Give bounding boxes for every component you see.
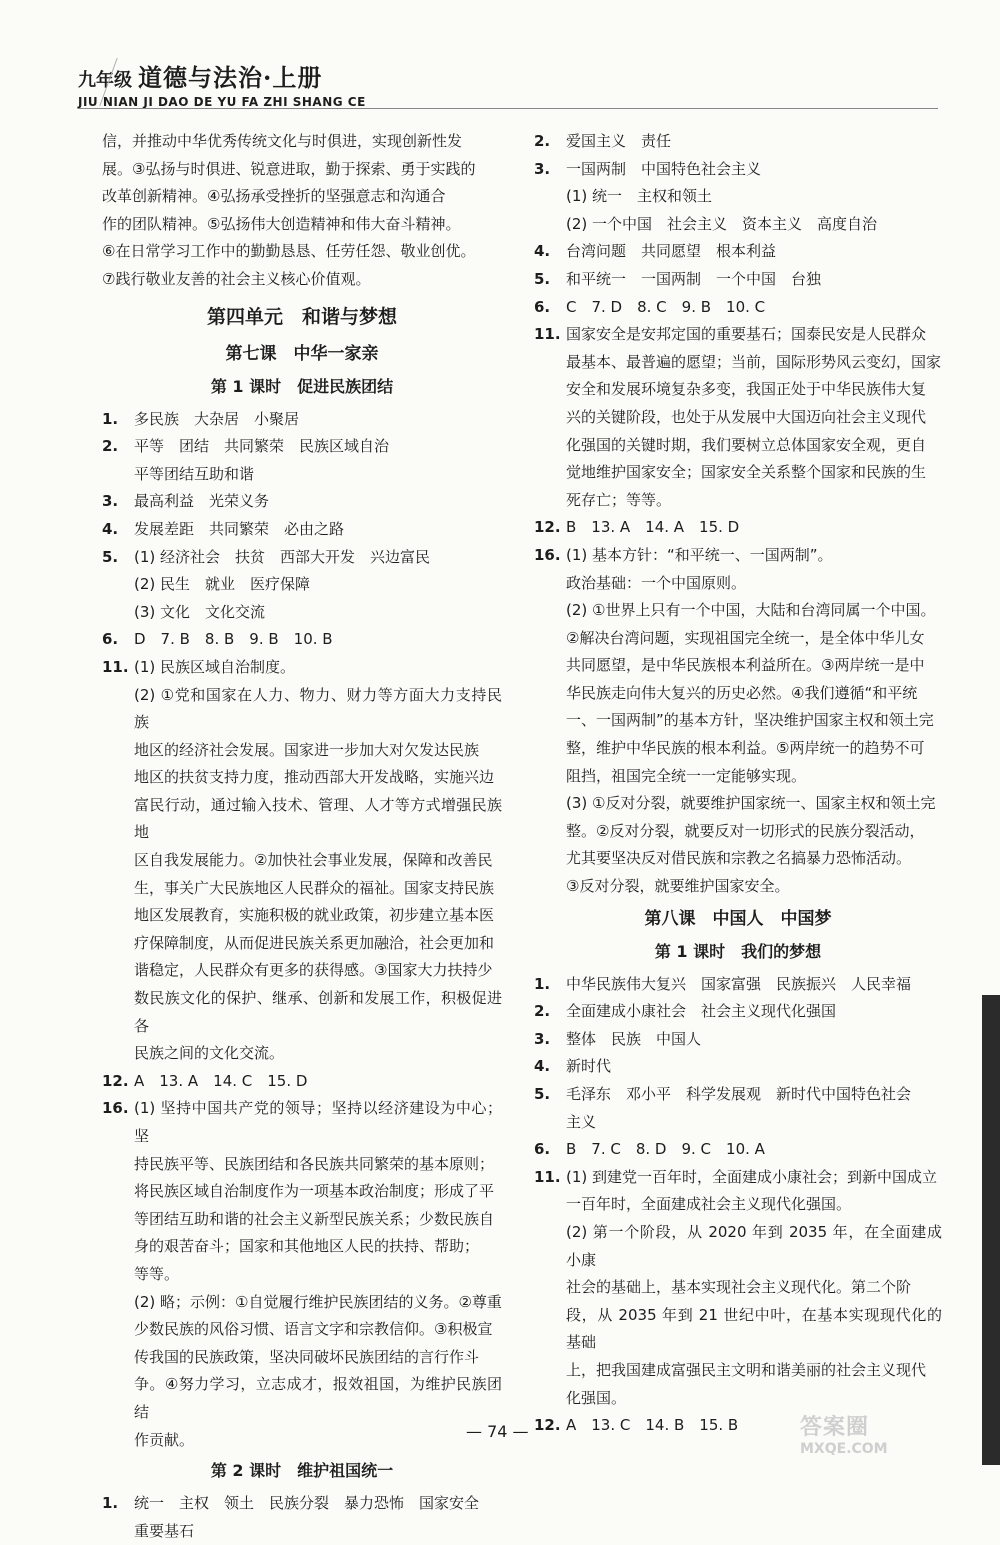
answer-line: 整体 民族 中国人 bbox=[566, 1029, 702, 1048]
page-number: — 74 — bbox=[466, 1422, 529, 1441]
answer-number: 2. bbox=[534, 132, 551, 150]
watermark-url: MXQE.COM bbox=[800, 1441, 888, 1457]
answer-continuation: 疗保障制度，从而促进民族关系更加融洽，社会更加和 bbox=[134, 933, 495, 952]
answer-continuation: 持民族平等、民族团结和各民族共同繁荣的基本原则； bbox=[134, 1154, 495, 1173]
answer-line: 一国两制 中国特色社会主义 bbox=[566, 159, 762, 178]
answer-number: 2. bbox=[534, 1002, 551, 1021]
answer-line: (1) 坚持中国共产党的领导；坚持以经济建设为中心；坚 bbox=[134, 1099, 502, 1145]
answer-continuation: 化强国。 bbox=[566, 1388, 627, 1407]
answer-continuation: (3) 文化 文化交流 bbox=[134, 602, 266, 621]
header-subject: 道德与法治·上册 bbox=[138, 63, 323, 92]
answer-number: 11. bbox=[534, 1167, 561, 1186]
answer-continuation: 华民族走向伟大复兴的历史必然。④我们遵循“和平统 bbox=[566, 683, 918, 702]
answer-line: 多民族 大杂居 小聚居 bbox=[134, 409, 300, 428]
answer-number: 6. bbox=[534, 1140, 551, 1159]
answer-continuation: 整，维护中华民族的根本利益。⑤两岸统一的趋势不可 bbox=[566, 739, 925, 758]
answer-continuation: 社会的基础上，基本实现社会主义现代化。第二个阶 bbox=[566, 1278, 912, 1297]
answer-number: 1. bbox=[534, 974, 551, 993]
answer-text bbox=[566, 514, 942, 542]
answer-line: 统一 主权 领土 民族分裂 暴力恐怖 国家安全 bbox=[134, 1494, 480, 1513]
header-pinyin: JIU NIAN JI DAO DE YU FA ZHI SHANG CE bbox=[78, 95, 366, 109]
answer-continuation: 等等。 bbox=[134, 1264, 180, 1283]
answer-line: (1) 基本方针：“和平统一、一国两制”。 bbox=[566, 545, 833, 564]
answer-text bbox=[134, 433, 502, 461]
answer-item bbox=[534, 1136, 942, 1164]
answer-line: 爱国主义 责任 bbox=[566, 132, 672, 150]
answer-item bbox=[534, 1081, 942, 1109]
watermark-text: 答案圈 bbox=[800, 1415, 870, 1440]
answer-continuation: 最基本、最普遍的愿望；当前，国际形势风云变幻，国家 bbox=[566, 352, 942, 371]
answer-text bbox=[134, 406, 502, 434]
answer-continuation: 区自我发展能力。②加快社会事业发展，保障和改善民 bbox=[134, 851, 493, 870]
answer-number: 1. bbox=[102, 409, 119, 428]
answer-continuation: 谐稳定，人民群众有更多的获得感。③国家大力扶持少 bbox=[134, 961, 493, 980]
answer-continuation: 少数民族的风俗习惯、语言文字和宗教信仰。③积极宣 bbox=[134, 1320, 493, 1339]
answer-item bbox=[534, 1053, 942, 1081]
answer-continuation: 身的艰苦奋斗；国家和其他地区人民的扶持、帮助； bbox=[134, 1237, 480, 1256]
text-line: 改革创新精神。④弘扬承受挫折的坚强意志和沟通合 bbox=[102, 187, 446, 206]
answer-continuation: 民族之间的文化交流。 bbox=[134, 1044, 285, 1063]
text-line: ⑦践行敬业友善的社会主义核心价值观。 bbox=[102, 269, 371, 288]
answer-line: 毛泽东 邓小平 科学发展观 新时代中国特色社会 bbox=[566, 1085, 912, 1103]
answer-continuation: 生，事关广大民族地区人民群众的福祉。国家支持民族 bbox=[134, 878, 495, 897]
answer-item bbox=[102, 654, 502, 682]
answer-number: 4. bbox=[534, 242, 551, 261]
answer-line: A 13. A 14. C 15. D bbox=[134, 1071, 308, 1090]
answer-continuation: 上，把我国建成富强民主文明和谐美丽的社会主义现代 bbox=[566, 1360, 927, 1379]
answer-item bbox=[102, 1490, 502, 1518]
period-two-answers bbox=[102, 1490, 502, 1545]
answer-text bbox=[134, 1068, 502, 1096]
header-title bbox=[78, 58, 938, 93]
answer-line: 台湾问题 共同愿望 根本利益 bbox=[566, 242, 777, 261]
header-rule bbox=[78, 108, 938, 109]
answer-continuation: 觉地维护国家安全；国家安全关系整个国家和民族的生 bbox=[566, 463, 927, 482]
answer-item bbox=[102, 1095, 502, 1150]
answer-continuation: 安全和发展环境复杂多变，我国正处于中华民族伟大复 bbox=[566, 380, 927, 399]
answer-text bbox=[134, 1490, 502, 1518]
answer-number: 3. bbox=[534, 1029, 551, 1048]
answer-text bbox=[566, 1081, 942, 1109]
answer-line: 发展差距 共同繁荣 必由之路 bbox=[134, 519, 345, 538]
left-column bbox=[102, 128, 502, 1545]
answer-line: 国家安全是安邦定国的重要基石；国泰民安是人民群众 bbox=[566, 325, 927, 344]
answer-number: 16. bbox=[534, 545, 561, 564]
answer-text bbox=[566, 321, 942, 349]
answer-number: 3. bbox=[534, 159, 551, 178]
answer-continuation: (2) 略；示例：①自觉履行维护民族团结的义务。②尊重 bbox=[134, 1292, 502, 1311]
lesson-eight-answers bbox=[534, 971, 942, 1440]
answer-item bbox=[534, 1164, 942, 1192]
answer-text bbox=[566, 238, 942, 266]
answer-number: 5. bbox=[534, 1085, 551, 1103]
answer-text bbox=[566, 542, 942, 570]
answer-continuation: 地区发展教育，实施积极的就业政策，初步建立基本医 bbox=[134, 906, 495, 925]
answer-continuation: 数民族文化的保护、继承、创新和发展工作，积极促进各 bbox=[134, 989, 502, 1035]
answer-line: B 13. A 14. A 15. D bbox=[566, 518, 740, 537]
answer-item bbox=[534, 1026, 942, 1054]
answer-item bbox=[534, 266, 942, 294]
answer-number: 11. bbox=[534, 325, 561, 344]
answer-item bbox=[534, 321, 942, 349]
answer-continuation: (1) 统一 主权和领土 bbox=[566, 187, 713, 206]
answer-continuation: (2) 一个中国 社会主义 资本主义 高度自治 bbox=[566, 214, 878, 233]
answer-line: (1) 民族区域自治制度。 bbox=[134, 657, 296, 676]
answer-continuation: (2) 民生 就业 医疗保障 bbox=[134, 575, 311, 594]
answer-continuation: 重要基石 bbox=[134, 1521, 195, 1540]
answer-text bbox=[566, 1026, 942, 1054]
answer-continuation: 地区的经济社会发展。国家进一步加大对欠发达民族 bbox=[134, 740, 480, 759]
answer-line: D 7. B 8. B 9. B 10. B bbox=[134, 630, 333, 649]
answer-line: 新时代 bbox=[566, 1057, 612, 1076]
answer-item bbox=[102, 544, 502, 572]
text-line: 信，并推动中华优秀传统文化与时俱进，实现创新性发 bbox=[102, 132, 463, 150]
period-one-answers bbox=[102, 406, 502, 1455]
answer-continuation: (2) 第一个阶段，从 2020 年到 2035 年，在全面建成小康 bbox=[566, 1222, 942, 1269]
answer-number: 2. bbox=[102, 437, 119, 456]
answer-item bbox=[534, 294, 942, 322]
answer-text bbox=[134, 488, 502, 516]
period-one-title: 第 1 课时 促进民族团结 bbox=[210, 376, 394, 396]
answer-text bbox=[134, 654, 502, 682]
answer-line: (1) 经济社会 扶贫 西部大开发 兴边富民 bbox=[134, 547, 431, 566]
answer-number: 5. bbox=[534, 269, 551, 288]
answer-continuation: ③反对分裂，就要维护国家安全。 bbox=[566, 877, 790, 896]
answer-text bbox=[566, 266, 942, 294]
answer-text bbox=[566, 1136, 942, 1164]
answer-continuation: 死存亡；等等。 bbox=[566, 490, 672, 509]
answer-number: 6. bbox=[102, 630, 119, 649]
answer-item bbox=[534, 128, 942, 156]
answer-continuation: 整。②反对分裂，就要反对一切形式的民族分裂活动， bbox=[566, 821, 925, 840]
answer-continuation: 共同愿望，是中华民族根本利益所在。③两岸统一是中 bbox=[566, 656, 925, 675]
period-two-answers-continued bbox=[534, 128, 942, 901]
answer-line: 全面建成小康社会 社会主义现代化强国 bbox=[566, 1002, 837, 1021]
answer-line: 平等 团结 共同繁荣 民族区域自治 bbox=[134, 437, 390, 456]
answer-item bbox=[102, 433, 502, 461]
answer-item bbox=[534, 238, 942, 266]
lesson-seven-title: 第七课 中华一家亲 bbox=[225, 343, 379, 364]
answer-item bbox=[102, 516, 502, 544]
answer-item bbox=[534, 514, 942, 542]
answer-text bbox=[134, 516, 502, 544]
lesson-eight-title: 第八课 中国人 中国梦 bbox=[644, 908, 832, 929]
answer-item bbox=[102, 406, 502, 434]
answer-line: 和平统一 一国两制 一个中国 台独 bbox=[566, 269, 822, 288]
answer-text bbox=[566, 998, 942, 1026]
answer-continuation: 等团结互助和谐的社会主义新型民族关系；少数民族自 bbox=[134, 1209, 495, 1228]
answer-continuation: 阻挡，祖国完全统一一定能够实现。 bbox=[566, 766, 807, 785]
right-column bbox=[534, 128, 942, 1440]
answer-continuation: (3) ①反对分裂，就要维护国家统一、国家主权和领土完 bbox=[566, 794, 936, 813]
answer-item bbox=[102, 488, 502, 516]
answer-continuation: 兴的关键阶段，也处于从发展中大国迈向社会主义现代 bbox=[566, 407, 927, 426]
answer-line: 中华民族伟大复兴 国家富强 民族振兴 人民幸福 bbox=[566, 974, 912, 993]
answer-continuation: 尤其要坚决反对借民族和宗教之名搞暴力恐怖活动。 bbox=[566, 849, 912, 868]
answer-text bbox=[134, 1095, 502, 1150]
answer-number: 12. bbox=[534, 1416, 561, 1435]
answer-continuation: 地区的扶贫支持力度，推动西部大开发战略，实施兴边 bbox=[134, 768, 495, 787]
answer-number: 16. bbox=[102, 1099, 129, 1118]
answer-text bbox=[566, 1164, 942, 1192]
answer-item bbox=[534, 998, 942, 1026]
answer-number: 6. bbox=[534, 297, 551, 316]
answer-item bbox=[102, 626, 502, 654]
answer-text bbox=[566, 971, 942, 999]
answer-continuation: 平等团结互助和谐 bbox=[134, 464, 255, 483]
text-line: 作的团队精神。⑤弘扬伟大创造精神和伟大奋斗精神。 bbox=[102, 214, 461, 233]
answer-text bbox=[566, 156, 942, 184]
answer-item bbox=[534, 542, 942, 570]
answer-number: 4. bbox=[534, 1057, 551, 1076]
answer-number: 12. bbox=[534, 518, 561, 537]
answer-number: 11. bbox=[102, 657, 129, 676]
side-tab bbox=[982, 995, 1000, 1465]
answer-text bbox=[134, 544, 502, 572]
answer-continuation: 争。④努力学习，立志成才，报效祖国，为维护民族团结 bbox=[134, 1375, 502, 1421]
answer-continuation: 一、一国两制”的基本方针，坚决维护国家主权和领土完 bbox=[566, 711, 934, 730]
answer-continuation: 化强国的关键时期，我们要树立总体国家安全观，更自 bbox=[566, 435, 927, 454]
answer-line: A 13. C 14. B 15. B bbox=[566, 1416, 739, 1435]
answer-number: 12. bbox=[102, 1071, 129, 1090]
answer-line: C 7. D 8. C 9. B 10. C bbox=[566, 297, 766, 316]
answer-continuation: ②解决台湾问题，实现祖国完全统一，是全体中华儿女 bbox=[566, 628, 925, 647]
watermark bbox=[800, 1410, 1000, 1468]
answer-text bbox=[566, 128, 942, 156]
answer-continuation: 主义 bbox=[566, 1112, 597, 1131]
answer-item bbox=[102, 1068, 502, 1096]
answer-item bbox=[534, 971, 942, 999]
header-grade: 九年级 bbox=[78, 70, 132, 91]
left-intro-text bbox=[102, 128, 502, 294]
answer-continuation: 富民行动，通过输入技术、管理、人才等方式增强民族地 bbox=[134, 795, 502, 842]
unit-title: 第四单元 和谐与梦想 bbox=[206, 305, 397, 328]
answer-continuation: (2) ①世界上只有一个中国，大陆和台湾同属一个中国。 bbox=[566, 601, 936, 620]
answer-continuation: 作贡献。 bbox=[134, 1430, 195, 1449]
answer-text bbox=[566, 294, 942, 322]
page-header bbox=[78, 58, 938, 109]
answer-text bbox=[134, 626, 502, 654]
text-line: ⑥在日常学习工作中的勤勤恳恳、任劳任怨、敬业创优。 bbox=[102, 242, 476, 261]
answer-line: B 7. C 8. D 9. C 10. A bbox=[566, 1140, 765, 1159]
answer-line: (1) 到建党一百年时，全面建成小康社会；到新中国成立 bbox=[566, 1167, 938, 1186]
lesson-eight-period-one-title: 第 1 课时 我们的梦想 bbox=[654, 941, 822, 961]
answer-continuation: (2) ①党和国家在人力、物力、财力等方面大力支持民族 bbox=[134, 685, 502, 732]
answer-continuation: 传我国的民族政策，坚决同破坏民族团结的言行作斗 bbox=[134, 1347, 480, 1366]
answer-number: 5. bbox=[102, 547, 119, 566]
answer-number: 4. bbox=[102, 519, 119, 538]
answer-text bbox=[566, 1053, 942, 1081]
answer-continuation: 段，从 2035 年到 21 世纪中叶，在基本实现现代化的基础 bbox=[566, 1305, 942, 1352]
answer-number: 3. bbox=[102, 492, 119, 511]
text-line: 展。③弘扬与时俱进、锐意进取，勤于探索、勇于实践的 bbox=[102, 159, 476, 178]
answer-line: 最高利益 光荣义务 bbox=[134, 492, 270, 511]
answer-continuation: 一百年时，全面建成社会主义现代化强国。 bbox=[566, 1195, 852, 1214]
answer-continuation: 政治基础：一个中国原则。 bbox=[566, 573, 747, 592]
period-two-title: 第 2 课时 维护祖国统一 bbox=[210, 1461, 394, 1481]
answer-number: 1. bbox=[102, 1494, 119, 1513]
answer-item bbox=[534, 156, 942, 184]
answer-continuation: 将民族区域自治制度作为一项基本政治制度；形成了平 bbox=[134, 1182, 495, 1201]
